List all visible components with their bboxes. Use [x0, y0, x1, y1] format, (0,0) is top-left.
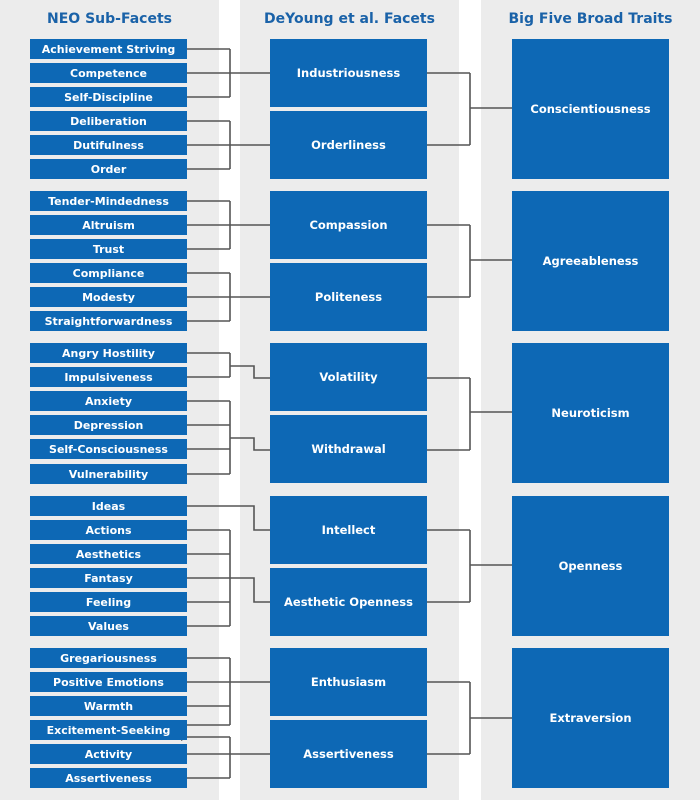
subfacet-ideas: Ideas	[30, 496, 187, 516]
column-title-neo-subfacets: NEO Sub-Facets	[47, 11, 172, 27]
facet-assertiveness: Assertiveness	[270, 720, 427, 788]
subfacet-aesthetics: Aesthetics	[30, 544, 187, 564]
facet-enthusiasm: Enthusiasm	[270, 648, 427, 716]
trait-conscientiousness: Conscientiousness	[512, 39, 669, 179]
subfacet-dutifulness: Dutifulness	[30, 135, 187, 155]
column-title-big-five: Big Five Broad Traits	[508, 11, 673, 27]
subfacet-excitement-seeking: Excitement-Seeking	[30, 720, 187, 740]
facet-orderliness: Orderliness	[270, 111, 427, 179]
subfacet-compliance: Compliance	[30, 263, 187, 283]
subfacet-achievement-striving: Achievement Striving	[30, 39, 187, 59]
subfacet-impulsiveness: Impulsiveness	[30, 367, 187, 387]
subfacet-altruism: Altruism	[30, 215, 187, 235]
subfacet-modesty: Modesty	[30, 287, 187, 307]
facet-compassion: Compassion	[270, 191, 427, 259]
subfacet-assertiveness: Assertiveness	[30, 768, 187, 788]
subfacet-vulnerability: Vulnerability	[30, 464, 187, 484]
trait-extraversion: Extraversion	[512, 648, 669, 788]
subfacet-self-discipline: Self-Discipline	[30, 87, 187, 107]
facet-politeness: Politeness	[270, 263, 427, 331]
subfacet-angry-hostility: Angry Hostility	[30, 343, 187, 363]
trait-agreeableness: Agreeableness	[512, 191, 669, 331]
subfacet-actions: Actions	[30, 520, 187, 540]
subfacet-trust: Trust	[30, 239, 187, 259]
facet-industriousness: Industriousness	[270, 39, 427, 107]
subfacet-order: Order	[30, 159, 187, 179]
facet-aesthetic-openness: Aesthetic Openness	[270, 568, 427, 636]
subfacet-competence: Competence	[30, 63, 187, 83]
subfacet-tender-mindedness: Tender-Mindedness	[30, 191, 187, 211]
subfacet-activity: Activity	[30, 744, 187, 764]
subfacet-warmth: Warmth	[30, 696, 187, 716]
subfacet-depression: Depression	[30, 415, 187, 435]
subfacet-straightforwardness: Straightforwardness	[30, 311, 187, 331]
facet-intellect: Intellect	[270, 496, 427, 564]
trait-neuroticism: Neuroticism	[512, 343, 669, 483]
subfacet-anxiety: Anxiety	[30, 391, 187, 411]
trait-openness: Openness	[512, 496, 669, 636]
facet-volatility: Volatility	[270, 343, 427, 411]
column-title-deyoung-facets: DeYoung et al. Facets	[264, 11, 435, 27]
subfacet-deliberation: Deliberation	[30, 111, 187, 131]
subfacet-positive-emotions: Positive Emotions	[30, 672, 187, 692]
facet-withdrawal: Withdrawal	[270, 415, 427, 483]
subfacet-feeling: Feeling	[30, 592, 187, 612]
subfacet-gregariousness: Gregariousness	[30, 648, 187, 668]
subfacet-fantasy: Fantasy	[30, 568, 187, 588]
subfacet-values: Values	[30, 616, 187, 636]
subfacet-self-consciousness: Self-Consciousness	[30, 439, 187, 459]
